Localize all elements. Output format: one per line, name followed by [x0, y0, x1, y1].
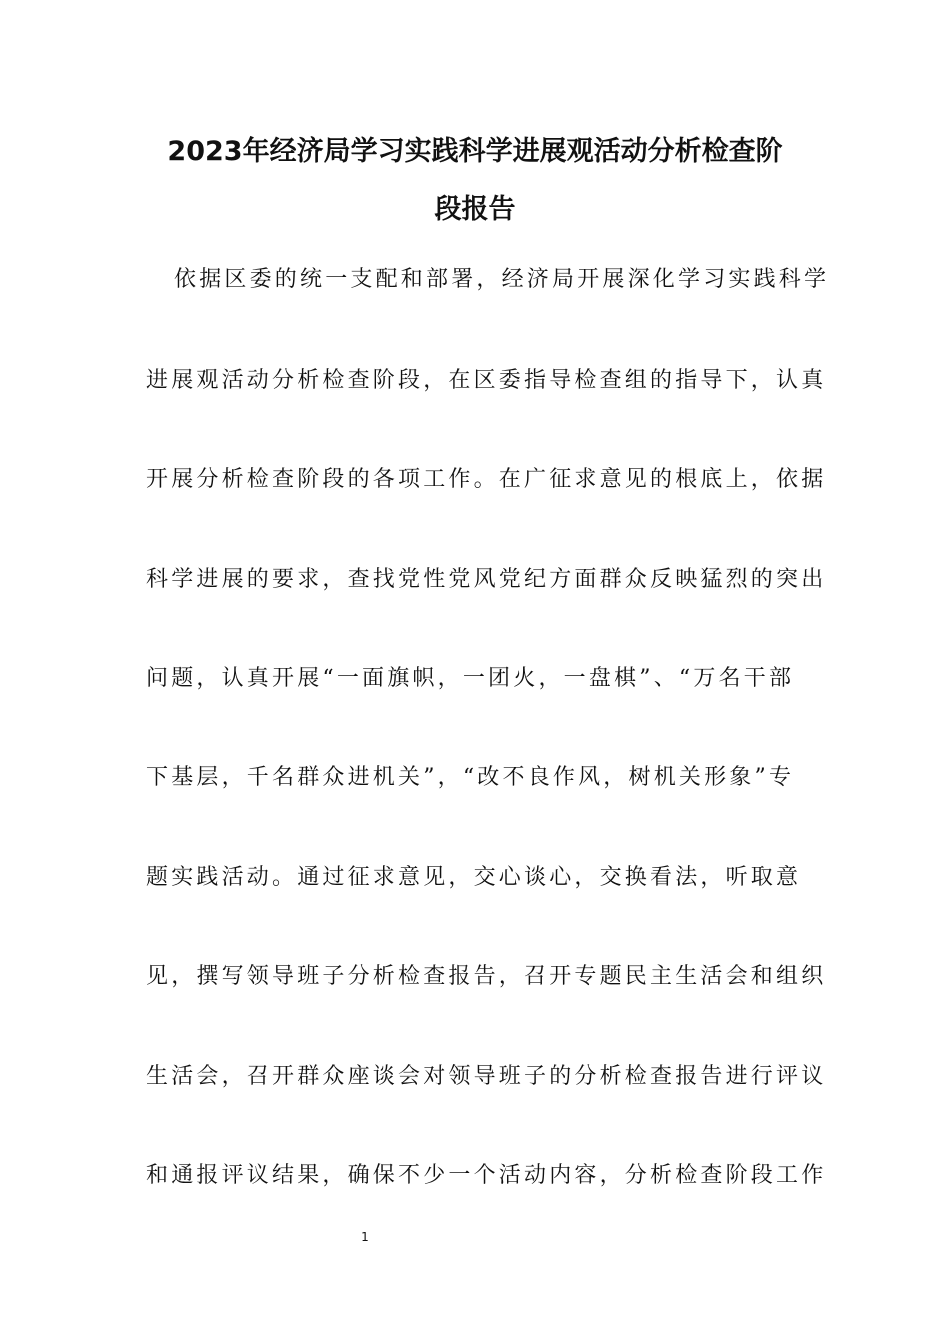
document-title-line-2: 段报告 — [434, 194, 516, 225]
page-number: 1 — [361, 1230, 369, 1244]
body-text-line: 科学进展的要求，查找党性党风党纪方面群众反映猛烈的突出 — [146, 567, 827, 592]
body-text-line: 生活会，召开群众座谈会对领导班子的分析检查报告进行评议 — [146, 1064, 827, 1089]
body-text-line: 题实践活动。通过征求意见，交心谈心，交换看法，听取意 — [146, 865, 802, 890]
body-text-line: 依据区委的统一支配和部署，经济局开展深化学习实践科学 — [174, 267, 830, 292]
body-text-line: 下基层，千名群众进机关”，“改不良作风，树机关形象”专 — [146, 765, 795, 790]
body-text-line: 见，撰写领导班子分析检查报告，召开专题民主生活会和组织 — [146, 964, 827, 989]
document-title-line-1: 2023年经济局学习实践科学进展观活动分析检查阶 — [167, 136, 783, 167]
body-text-line: 和通报评议结果，确保不少一个活动内容，分析检查阶段工作 — [146, 1163, 827, 1188]
body-text-line: 开展分析检查阶段的各项工作。在广征求意见的根底上，依据 — [146, 467, 827, 492]
body-text-line: 问题，认真开展“一面旗帜，一团火，一盘棋”、“万名干部 — [146, 666, 795, 691]
body-text-line: 进展观活动分析检查阶段，在区委指导检查组的指导下，认真 — [146, 368, 827, 393]
